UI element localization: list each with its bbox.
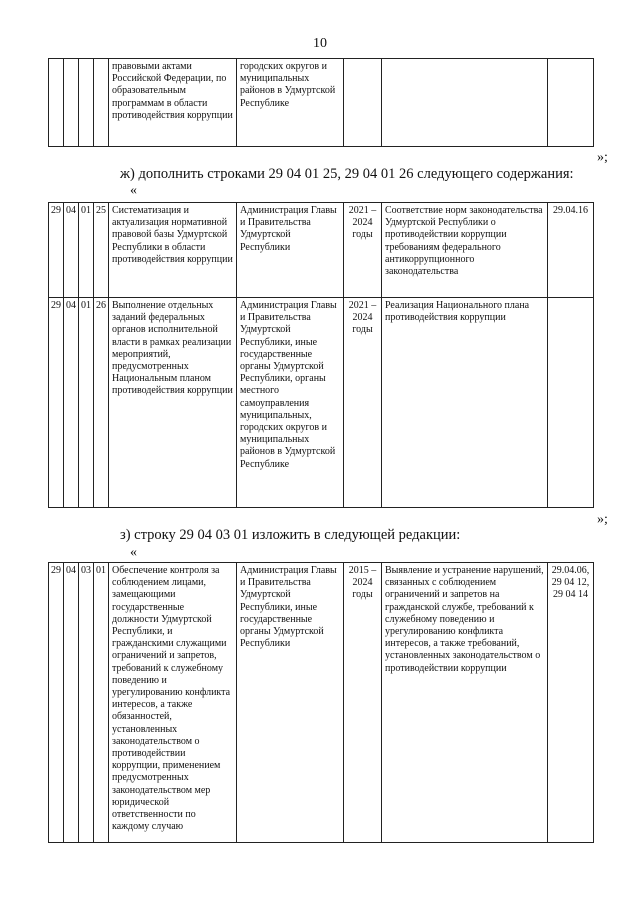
code-segment-4: 01 (94, 563, 109, 843)
executor-cell: Администрация Главы и Правительства Удмуртской Республики, иные государственные органы Удмуртской Республики, органы местного самоуправления муниципальных, городских округов и муниципальных районов в Удмуртской Республике (237, 298, 344, 508)
code-segment-2 (64, 59, 79, 147)
code-segment-4: 25 (94, 203, 109, 298)
table-section-z (48, 562, 594, 843)
code-segment-1: 29 (49, 203, 64, 298)
indicator-code-cell: 29.04.06, 29 04 12, 29 04 14 (548, 563, 594, 843)
opening-quote: « (130, 545, 137, 560)
executor-cell: городских округов и муниципальных районов в Удмуртской Республике (237, 59, 344, 147)
code-segment-4 (94, 59, 109, 147)
code-segment-2: 04 (64, 563, 79, 843)
code-segment-1 (49, 59, 64, 147)
section-z-intro: з) строку 29 04 03 01 изложить в следующей редакции: (120, 527, 461, 543)
result-cell: Реализация Национального плана противодействия коррупции (382, 298, 548, 508)
executor-cell: Администрация Главы и Правительства Удмуртской Республики, иные государственные органы Удмуртской Республики (237, 563, 344, 843)
period-cell: 2021 – 2024 годы (344, 203, 382, 298)
period-cell: 2015 – 2024 годы (344, 563, 382, 843)
table-continuation (48, 58, 594, 147)
indicator-code-cell (548, 59, 594, 147)
executor-cell: Администрация Главы и Правительства Удмуртской Республики (237, 203, 344, 298)
code-segment-1: 29 (49, 298, 64, 508)
code-segment-3: 03 (79, 563, 94, 843)
code-segment-3 (79, 59, 94, 147)
code-segment-1: 29 (49, 563, 64, 843)
measure-name-cell: Выполнение отдельных заданий федеральных органов исполнительной власти в рамках реализации мероприятий, предусмотренных Национальным планом противодействия коррупции (109, 298, 237, 508)
table-row (49, 203, 594, 298)
result-cell (382, 59, 548, 147)
page-number: 10 (313, 36, 327, 51)
code-segment-3: 01 (79, 203, 94, 298)
closing-quote: »; (597, 512, 608, 527)
opening-quote: « (130, 183, 137, 198)
measure-name-cell: Обеспечение контроля за соблюдением лицами, замещающими государственные должности Удмуртской Республики, и гражданскими служащими ограничений и запретов, требований к служебному поведению и урегулированию конфликта интересов, а также обязанностей, установленных законодательством о противодействии коррупции, применением предусмотренных законодательством мер юридической ответственности по каждому случаю (109, 563, 237, 843)
indicator-code-cell: 29.04.16 (548, 203, 594, 298)
result-cell: Выявление и устранение нарушений, связанных с соблюдением ограничений и запретов на гражданской службе, требований к служебному поведению и урегулированию конфликта интересов, а также требований, установленных законодательством о противодействии коррупции (382, 563, 548, 843)
code-segment-4: 26 (94, 298, 109, 508)
table-row (49, 298, 594, 508)
table-row (49, 563, 594, 843)
result-cell: Соответствие норм законодательства Удмуртской Республики о противодействии коррупции требованиям федерального антикоррупционного законодательства (382, 203, 548, 298)
period-cell (344, 59, 382, 147)
code-segment-2: 04 (64, 298, 79, 508)
closing-quote: »; (597, 150, 608, 165)
section-zh-intro: ж) дополнить строками 29 04 01 25, 29 04 01 26 следующего содержания: (120, 166, 574, 182)
code-segment-3: 01 (79, 298, 94, 508)
measure-name-cell: правовыми актами Российской Федерации, по образовательным программам в области противодействия коррупции (109, 59, 237, 147)
table-row (49, 59, 594, 147)
measure-name-cell: Систематизация и актуализация нормативной правовой базы Удмуртской Республики в области противодействия коррупции (109, 203, 237, 298)
period-cell: 2021 – 2024 годы (344, 298, 382, 508)
code-segment-2: 04 (64, 203, 79, 298)
indicator-code-cell (548, 298, 594, 508)
table-section-zh (48, 202, 594, 508)
